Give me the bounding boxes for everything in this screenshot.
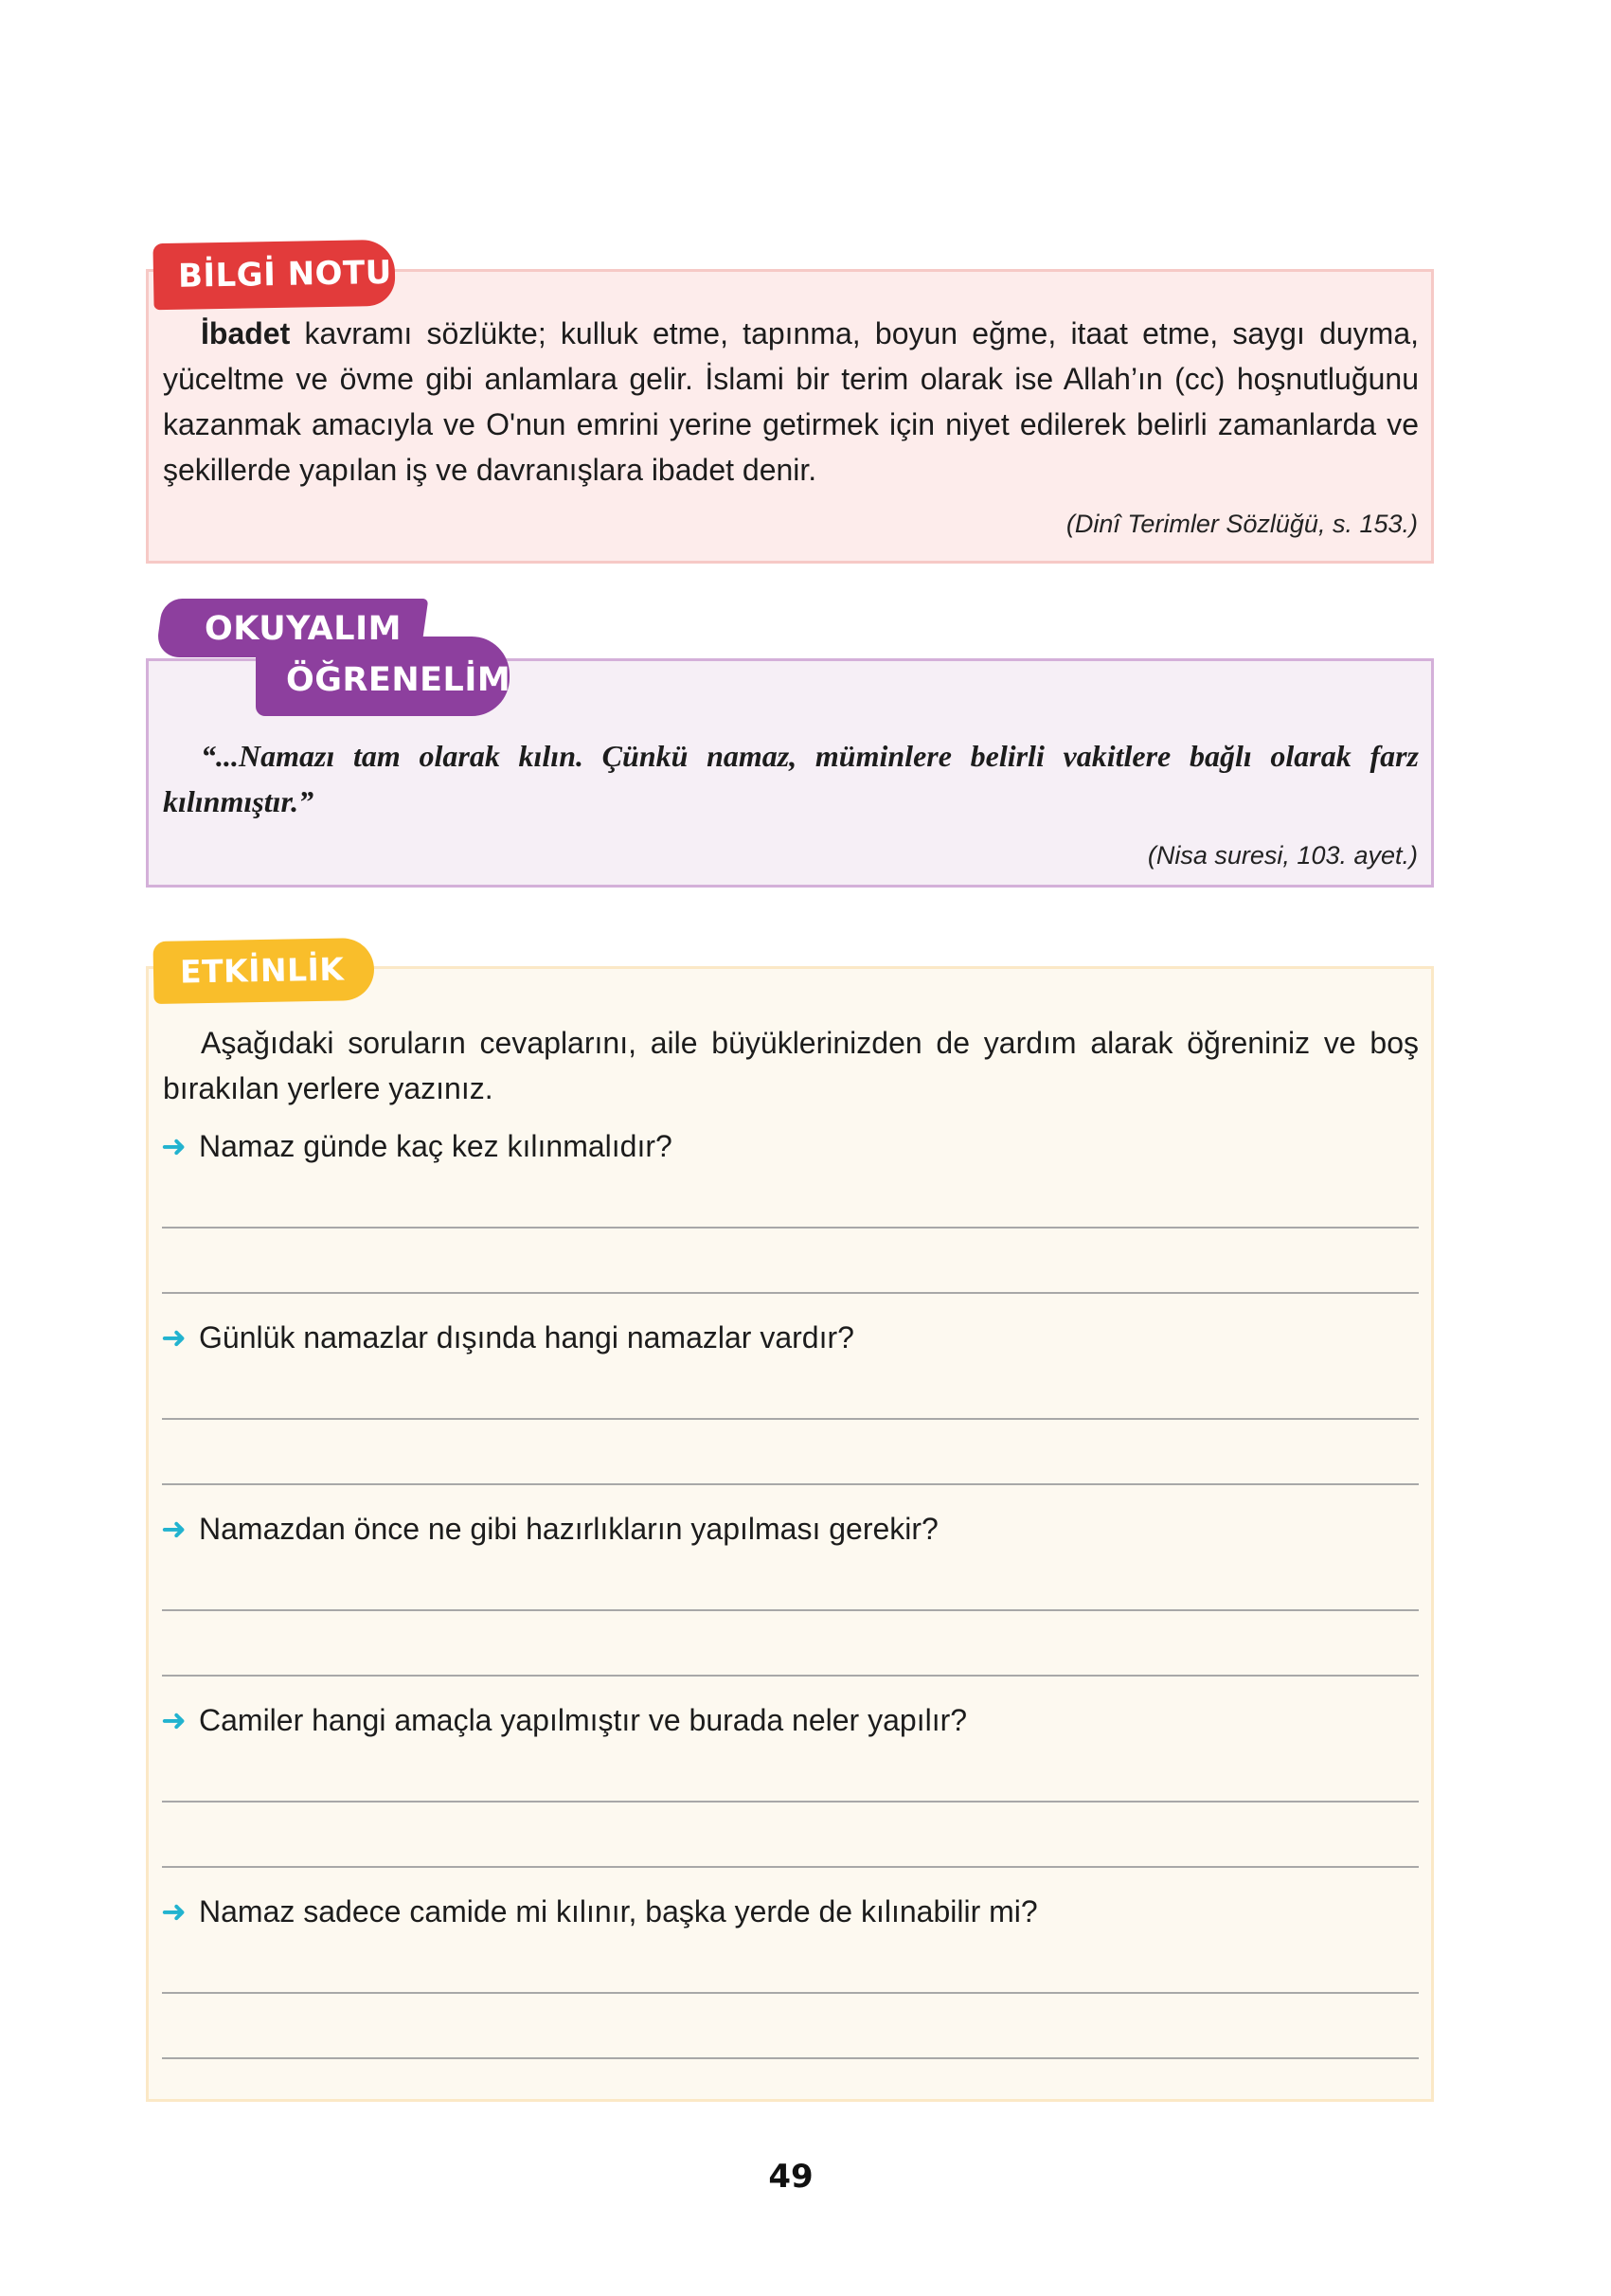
answer-line[interactable] bbox=[162, 1227, 1419, 1229]
activity-intro-text: Aşağıdaki soruların cevaplarını, aile büyüklerinizden de yardım alarak öğreniniz ve boş bırakılan yerlere yazınız. bbox=[163, 1026, 1419, 1105]
answer-line[interactable] bbox=[162, 1292, 1419, 1294]
question-item bbox=[161, 1891, 1038, 1932]
arrow-right-icon: ➜ bbox=[161, 1320, 187, 1354]
question-text: Günlük namazlar dışında hangi namazlar vardır? bbox=[199, 1320, 854, 1354]
info-note-text bbox=[163, 311, 1419, 493]
info-note-label: BİLGİ NOTU bbox=[152, 240, 395, 310]
activity-intro bbox=[163, 1020, 1419, 1111]
info-note-body: kavramı sözlükte; kulluk etme, tapınma, boyun eğme, itaat etme, saygı duyma, yüceltme ve övme gibi anlamlara gelir. İslami bir terim olarak ise Allah’ın (cc) hoşnutluğunu kazanmak amacıyla ve O'nun emrini yerine getirmek için niyet edilerek belirli zamanlarda ve şekillerde yapılan iş ve davranışlara ibadet denir. bbox=[163, 316, 1419, 487]
answer-line[interactable] bbox=[162, 1483, 1419, 1485]
answer-line[interactable] bbox=[162, 1866, 1419, 1868]
answer-line[interactable] bbox=[162, 1801, 1419, 1803]
answer-line[interactable] bbox=[162, 1418, 1419, 1420]
question-text: Camiler hangi amaçla yapılmıştır ve burada neler yapılır? bbox=[199, 1703, 968, 1737]
info-note-term: İbadet bbox=[201, 316, 291, 350]
read-learn-label-line1: OKUYALIM bbox=[205, 610, 402, 648]
verse-quote-text: “...Namazı tam olarak kılın. Çünkü namaz, müminlere belirli vakitlere bağlı olarak farz kılınmıştır.” bbox=[163, 739, 1419, 818]
question-text: Namazdan önce ne gibi hazırlıkların yapılması gerekir? bbox=[199, 1512, 939, 1546]
page-number: 49 bbox=[768, 2158, 814, 2196]
answer-line[interactable] bbox=[162, 1675, 1419, 1677]
question-item bbox=[161, 1508, 939, 1550]
question-text: Namaz günde kaç kez kılınmalıdır? bbox=[199, 1129, 672, 1163]
question-item bbox=[161, 1125, 672, 1167]
arrow-right-icon: ➜ bbox=[161, 1129, 187, 1163]
info-note-source: (Dinî Terimler Sözlüğü, s. 153.) bbox=[1065, 510, 1418, 538]
question-item bbox=[161, 1317, 854, 1358]
arrow-right-icon: ➜ bbox=[161, 1894, 187, 1928]
answer-line[interactable] bbox=[162, 1992, 1419, 1994]
answer-line[interactable] bbox=[162, 1609, 1419, 1611]
read-learn-label-line2: ÖĞRENELİM bbox=[286, 661, 511, 699]
arrow-right-icon: ➜ bbox=[161, 1703, 187, 1737]
verse-quote bbox=[163, 733, 1419, 824]
arrow-right-icon: ➜ bbox=[161, 1512, 187, 1546]
activity-label: ETKİNLİK bbox=[152, 938, 374, 1004]
question-item bbox=[161, 1699, 967, 1741]
verse-source: (Nisa suresi, 103. ayet.) bbox=[1147, 841, 1418, 870]
answer-line[interactable] bbox=[162, 2057, 1419, 2059]
question-text: Namaz sadece camide mi kılınır, başka yerde de kılınabilir mi? bbox=[199, 1894, 1038, 1928]
